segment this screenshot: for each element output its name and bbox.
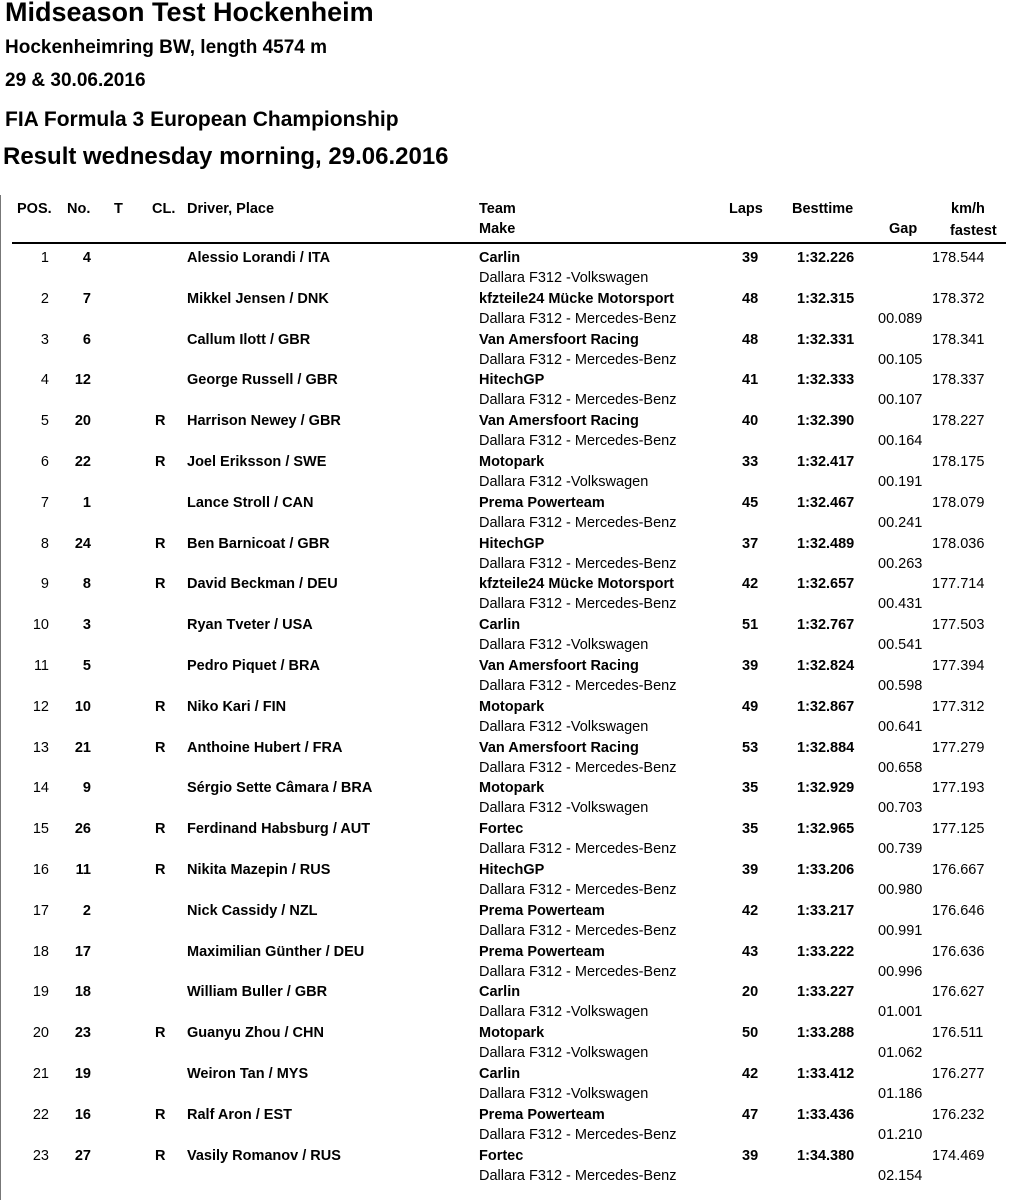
team-name: Prema Powerteam bbox=[479, 943, 605, 960]
car-make: Dallara F312 -Volkswagen bbox=[479, 637, 649, 654]
laps-count: 42 bbox=[742, 576, 759, 593]
car-make: Dallara F312 - Mercedes-Benz bbox=[479, 677, 677, 694]
best-time: 1:33.217 bbox=[797, 902, 855, 919]
car-make: Dallara F312 -Volkswagen bbox=[479, 1045, 649, 1062]
table-row bbox=[0, 944, 1028, 985]
class-rookie: R bbox=[155, 861, 166, 878]
driver-name: Nikita Mazepin / RUS bbox=[187, 861, 331, 878]
position: 6 bbox=[40, 453, 49, 470]
driver-name: William Buller / GBR bbox=[187, 984, 328, 1001]
speed-kmh: 176.232 bbox=[932, 1106, 985, 1123]
position: 22 bbox=[32, 1106, 49, 1123]
table-row bbox=[0, 740, 1028, 781]
team-name: kfzteile24 Mücke Motorsport bbox=[479, 576, 674, 593]
best-time: 1:32.824 bbox=[797, 657, 855, 674]
position: 13 bbox=[32, 739, 49, 756]
best-time: 1:33.227 bbox=[797, 984, 855, 1001]
position: 16 bbox=[32, 861, 49, 878]
team-name: Van Amersfoort Racing bbox=[479, 657, 639, 674]
col-header-cl: CL. bbox=[152, 201, 176, 217]
driver-name: Niko Kari / FIN bbox=[187, 698, 287, 715]
speed-kmh: 177.394 bbox=[932, 657, 985, 674]
gap-to-leader: 00.598 bbox=[878, 677, 923, 694]
table-row bbox=[0, 658, 1028, 699]
best-time: 1:34.380 bbox=[797, 1147, 855, 1164]
car-make: Dallara F312 - Mercedes-Benz bbox=[479, 1126, 677, 1143]
table-row bbox=[0, 699, 1028, 740]
table-row bbox=[0, 536, 1028, 577]
position: 7 bbox=[40, 494, 49, 511]
document-title: Midseason Test Hockenheim bbox=[5, 0, 374, 27]
table-row bbox=[0, 903, 1028, 944]
car-number: 24 bbox=[74, 535, 91, 552]
driver-name: Ryan Tveter / USA bbox=[187, 617, 313, 634]
laps-count: 41 bbox=[742, 372, 759, 389]
position: 2 bbox=[40, 290, 49, 307]
position: 12 bbox=[32, 698, 49, 715]
driver-name: Ferdinand Habsburg / AUT bbox=[187, 821, 371, 838]
driver-name: Weiron Tan / MYS bbox=[187, 1065, 309, 1082]
car-make: Dallara F312 - Mercedes-Benz bbox=[479, 310, 677, 327]
laps-count: 42 bbox=[742, 902, 759, 919]
table-row bbox=[0, 984, 1028, 1025]
gap-to-leader: 00.191 bbox=[878, 473, 923, 490]
col-header-pos: POS. bbox=[17, 201, 52, 217]
best-time: 1:32.867 bbox=[797, 698, 855, 715]
team-name: Motopark bbox=[479, 698, 545, 715]
col-header-kmh: km/h bbox=[951, 201, 985, 217]
best-time: 1:32.226 bbox=[797, 250, 855, 266]
table-row bbox=[0, 372, 1028, 413]
best-time: 1:32.333 bbox=[797, 372, 855, 389]
car-number: 22 bbox=[74, 453, 91, 470]
laps-count: 53 bbox=[742, 739, 759, 756]
car-number: 27 bbox=[74, 1147, 91, 1164]
table-row bbox=[0, 617, 1028, 658]
best-time: 1:32.929 bbox=[797, 780, 855, 797]
laps-count: 50 bbox=[742, 1025, 759, 1042]
position: 17 bbox=[32, 902, 49, 919]
circuit-info: Hockenheimring BW, length 4574 m bbox=[5, 37, 328, 58]
car-number: 6 bbox=[82, 331, 91, 348]
car-number: 2 bbox=[82, 902, 91, 919]
gap-to-leader: 00.164 bbox=[878, 433, 923, 450]
driver-name: Joel Eriksson / SWE bbox=[187, 453, 327, 470]
best-time: 1:32.417 bbox=[797, 453, 855, 470]
team-name: Motopark bbox=[479, 453, 545, 470]
speed-kmh: 178.544 bbox=[932, 250, 985, 266]
team-name: Fortec bbox=[479, 1147, 524, 1164]
car-number: 4 bbox=[82, 250, 91, 266]
best-time: 1:33.436 bbox=[797, 1106, 855, 1123]
speed-kmh: 177.714 bbox=[932, 576, 985, 593]
car-make: Dallara F312 - Mercedes-Benz bbox=[479, 922, 677, 939]
car-number: 23 bbox=[74, 1025, 91, 1042]
position: 21 bbox=[32, 1065, 49, 1082]
table-row bbox=[0, 1148, 1028, 1189]
table-row bbox=[0, 862, 1028, 903]
speed-kmh: 177.312 bbox=[932, 698, 985, 715]
speed-kmh: 176.277 bbox=[932, 1065, 985, 1082]
laps-count: 39 bbox=[742, 250, 759, 266]
laps-count: 39 bbox=[742, 861, 759, 878]
team-name: Van Amersfoort Racing bbox=[479, 413, 639, 430]
gap-to-leader: 00.996 bbox=[878, 963, 923, 980]
speed-kmh: 177.193 bbox=[932, 780, 985, 797]
team-name: HitechGP bbox=[479, 535, 545, 552]
car-make: Dallara F312 - Mercedes-Benz bbox=[479, 392, 677, 409]
table-row bbox=[0, 780, 1028, 821]
car-number: 8 bbox=[82, 576, 91, 593]
results-table-body bbox=[0, 250, 1028, 1188]
position: 20 bbox=[32, 1025, 49, 1042]
gap-to-leader: 00.107 bbox=[878, 392, 923, 409]
col-header-team: Team bbox=[479, 201, 516, 217]
car-make: Dallara F312 - Mercedes-Benz bbox=[479, 514, 677, 531]
position: 15 bbox=[32, 821, 49, 838]
best-time: 1:32.965 bbox=[797, 821, 855, 838]
speed-kmh: 177.279 bbox=[932, 739, 985, 756]
table-row bbox=[0, 495, 1028, 536]
speed-kmh: 178.036 bbox=[932, 535, 985, 552]
car-make: Dallara F312 - Mercedes-Benz bbox=[479, 759, 677, 776]
car-number: 18 bbox=[74, 984, 91, 1001]
speed-kmh: 177.503 bbox=[932, 617, 985, 634]
driver-name: Ben Barnicoat / GBR bbox=[187, 535, 330, 552]
speed-kmh: 178.175 bbox=[932, 453, 985, 470]
position: 5 bbox=[40, 413, 49, 430]
col-header-fastest: fastest bbox=[950, 223, 997, 239]
gap-to-leader: 00.739 bbox=[878, 841, 923, 858]
position: 18 bbox=[32, 943, 49, 960]
driver-name: David Beckman / DEU bbox=[187, 576, 338, 593]
best-time: 1:32.884 bbox=[797, 739, 855, 756]
car-number: 11 bbox=[75, 861, 91, 878]
driver-name: Maximilian Günther / DEU bbox=[187, 943, 365, 960]
gap-to-leader: 01.186 bbox=[878, 1085, 923, 1102]
position: 3 bbox=[40, 331, 49, 348]
laps-count: 39 bbox=[742, 1147, 759, 1164]
position: 1 bbox=[40, 250, 49, 266]
driver-name: Callum Ilott / GBR bbox=[187, 331, 311, 348]
car-number: 3 bbox=[82, 617, 91, 634]
speed-kmh: 178.372 bbox=[932, 290, 985, 307]
gap-to-leader: 01.062 bbox=[878, 1045, 923, 1062]
car-make: Dallara F312 - Mercedes-Benz bbox=[479, 841, 677, 858]
driver-name: Nick Cassidy / NZL bbox=[187, 902, 318, 919]
table-row bbox=[0, 454, 1028, 495]
team-name: Van Amersfoort Racing bbox=[479, 739, 639, 756]
laps-count: 40 bbox=[742, 413, 759, 430]
position: 4 bbox=[40, 372, 49, 389]
driver-name: Lance Stroll / CAN bbox=[187, 494, 314, 511]
driver-name: Alessio Lorandi / ITA bbox=[187, 250, 331, 266]
gap-to-leader: 00.991 bbox=[878, 922, 923, 939]
car-make: Dallara F312 - Mercedes-Benz bbox=[479, 596, 677, 613]
car-make: Dallara F312 -Volkswagen bbox=[479, 473, 649, 490]
laps-count: 33 bbox=[742, 453, 759, 470]
driver-name: Vasily Romanov / RUS bbox=[187, 1147, 341, 1164]
laps-count: 48 bbox=[742, 331, 759, 348]
gap-to-leader: 00.105 bbox=[878, 351, 923, 368]
col-header-make: Make bbox=[479, 221, 516, 237]
car-number: 21 bbox=[74, 739, 91, 756]
driver-name: George Russell / GBR bbox=[187, 372, 338, 389]
team-name: HitechGP bbox=[479, 861, 545, 878]
gap-to-leader: 00.980 bbox=[878, 881, 923, 898]
gap-to-leader: 00.089 bbox=[878, 310, 923, 327]
team-name: Prema Powerteam bbox=[479, 494, 605, 511]
gap-to-leader: 02.154 bbox=[878, 1167, 923, 1184]
team-name: Prema Powerteam bbox=[479, 1106, 605, 1123]
gap-to-leader: 00.241 bbox=[878, 514, 923, 531]
laps-count: 20 bbox=[742, 984, 759, 1001]
team-name: Motopark bbox=[479, 780, 545, 797]
table-row bbox=[0, 413, 1028, 454]
car-make: Dallara F312 - Mercedes-Benz bbox=[479, 963, 677, 980]
car-make: Dallara F312 - Mercedes-Benz bbox=[479, 881, 677, 898]
gap-to-leader: 01.210 bbox=[878, 1126, 923, 1143]
laps-count: 43 bbox=[742, 943, 759, 960]
gap-to-leader: 00.658 bbox=[878, 759, 923, 776]
position: 11 bbox=[33, 657, 49, 674]
laps-count: 47 bbox=[742, 1106, 759, 1123]
table-row bbox=[0, 1066, 1028, 1107]
laps-count: 49 bbox=[742, 698, 759, 715]
position: 10 bbox=[32, 617, 49, 634]
table-row bbox=[0, 821, 1028, 862]
driver-name: Guanyu Zhou / CHN bbox=[187, 1025, 324, 1042]
car-make: Dallara F312 -Volkswagen bbox=[479, 270, 649, 286]
speed-kmh: 176.511 bbox=[932, 1025, 984, 1042]
speed-kmh: 178.341 bbox=[932, 331, 985, 348]
driver-name: Anthoine Hubert / FRA bbox=[187, 739, 343, 756]
team-name: Carlin bbox=[479, 250, 521, 266]
car-number: 26 bbox=[74, 821, 91, 838]
car-make: Dallara F312 -Volkswagen bbox=[479, 1004, 649, 1021]
position: 23 bbox=[32, 1147, 49, 1164]
best-time: 1:32.331 bbox=[797, 331, 855, 348]
speed-kmh: 178.337 bbox=[932, 372, 985, 389]
best-time: 1:32.489 bbox=[797, 535, 855, 552]
event-dates: 29 & 30.06.2016 bbox=[5, 70, 146, 91]
class-rookie: R bbox=[155, 453, 166, 470]
table-row bbox=[0, 291, 1028, 332]
laps-count: 39 bbox=[742, 657, 759, 674]
driver-name: Ralf Aron / EST bbox=[187, 1106, 292, 1123]
best-time: 1:32.390 bbox=[797, 413, 855, 430]
team-name: Carlin bbox=[479, 984, 521, 1001]
laps-count: 45 bbox=[742, 494, 759, 511]
team-name: Fortec bbox=[479, 821, 524, 838]
speed-kmh: 178.227 bbox=[932, 413, 985, 430]
car-make: Dallara F312 - Mercedes-Benz bbox=[479, 351, 677, 368]
speed-kmh: 176.627 bbox=[932, 984, 985, 1001]
team-name: Carlin bbox=[479, 617, 521, 634]
car-number: 1 bbox=[82, 494, 91, 511]
car-number: 5 bbox=[82, 657, 91, 674]
car-make: Dallara F312 - Mercedes-Benz bbox=[479, 555, 677, 572]
best-time: 1:32.657 bbox=[797, 576, 855, 593]
class-rookie: R bbox=[155, 821, 166, 838]
col-header-driver: Driver, Place bbox=[187, 201, 275, 217]
driver-name: Pedro Piquet / BRA bbox=[187, 657, 320, 674]
car-number: 12 bbox=[74, 372, 91, 389]
class-rookie: R bbox=[155, 535, 166, 552]
team-name: Carlin bbox=[479, 1065, 521, 1082]
session-title: Result wednesday morning, 29.06.2016 bbox=[3, 143, 449, 170]
table-row bbox=[0, 1107, 1028, 1148]
col-header-no: No. bbox=[67, 201, 91, 217]
position: 19 bbox=[32, 984, 49, 1001]
car-number: 9 bbox=[82, 780, 91, 797]
laps-count: 37 bbox=[742, 535, 759, 552]
best-time: 1:33.206 bbox=[797, 861, 855, 878]
class-rookie: R bbox=[155, 1147, 166, 1164]
driver-name: Sérgio Sette Câmara / BRA bbox=[187, 780, 373, 797]
team-name: Prema Powerteam bbox=[479, 902, 605, 919]
table-row bbox=[0, 250, 1028, 291]
speed-kmh: 174.469 bbox=[932, 1147, 985, 1164]
car-number: 16 bbox=[74, 1106, 91, 1123]
table-row bbox=[0, 576, 1028, 617]
table-row bbox=[0, 332, 1028, 373]
championship-name: FIA Formula 3 European Championship bbox=[5, 108, 399, 131]
best-time: 1:33.412 bbox=[797, 1065, 855, 1082]
laps-count: 42 bbox=[742, 1065, 759, 1082]
position: 9 bbox=[40, 576, 49, 593]
team-name: Van Amersfoort Racing bbox=[479, 331, 639, 348]
col-header-gap: Gap bbox=[889, 221, 918, 237]
driver-name: Harrison Newey / GBR bbox=[187, 413, 341, 430]
speed-kmh: 177.125 bbox=[932, 821, 985, 838]
class-rookie: R bbox=[155, 413, 166, 430]
car-make: Dallara F312 -Volkswagen bbox=[479, 718, 649, 735]
class-rookie: R bbox=[155, 576, 166, 593]
speed-kmh: 176.646 bbox=[932, 902, 985, 919]
driver-name: Mikkel Jensen / DNK bbox=[187, 290, 329, 307]
car-number: 17 bbox=[74, 943, 91, 960]
team-name: kfzteile24 Mücke Motorsport bbox=[479, 290, 674, 307]
gap-to-leader: 00.641 bbox=[878, 718, 923, 735]
class-rookie: R bbox=[155, 698, 166, 715]
best-time: 1:32.467 bbox=[797, 494, 855, 511]
car-make: Dallara F312 -Volkswagen bbox=[479, 1085, 649, 1102]
class-rookie: R bbox=[155, 1025, 166, 1042]
laps-count: 48 bbox=[742, 290, 759, 307]
gap-to-leader: 00.703 bbox=[878, 800, 923, 817]
gap-to-leader: 00.263 bbox=[878, 555, 923, 572]
best-time: 1:32.767 bbox=[797, 617, 855, 634]
col-header-laps: Laps bbox=[729, 201, 763, 217]
speed-kmh: 178.079 bbox=[932, 494, 985, 511]
speed-kmh: 176.667 bbox=[932, 861, 985, 878]
laps-count: 51 bbox=[742, 617, 759, 634]
car-make: Dallara F312 -Volkswagen bbox=[479, 800, 649, 817]
team-name: Motopark bbox=[479, 1025, 545, 1042]
best-time: 1:33.288 bbox=[797, 1025, 855, 1042]
col-header-t: T bbox=[114, 201, 123, 217]
gap-to-leader: 01.001 bbox=[878, 1004, 923, 1021]
table-row bbox=[0, 1025, 1028, 1066]
position: 8 bbox=[40, 535, 49, 552]
car-number: 7 bbox=[82, 290, 91, 307]
best-time: 1:33.222 bbox=[797, 943, 855, 960]
gap-to-leader: 00.541 bbox=[878, 637, 923, 654]
laps-count: 35 bbox=[742, 780, 759, 797]
speed-kmh: 176.636 bbox=[932, 943, 985, 960]
car-number: 10 bbox=[74, 698, 91, 715]
laps-count: 35 bbox=[742, 821, 759, 838]
class-rookie: R bbox=[155, 1106, 166, 1123]
best-time: 1:32.315 bbox=[797, 290, 855, 307]
position: 14 bbox=[32, 780, 49, 797]
gap-to-leader: 00.431 bbox=[878, 596, 923, 613]
class-rookie: R bbox=[155, 739, 166, 756]
car-make: Dallara F312 - Mercedes-Benz bbox=[479, 433, 677, 450]
car-make: Dallara F312 - Mercedes-Benz bbox=[479, 1167, 677, 1184]
team-name: HitechGP bbox=[479, 372, 545, 389]
car-number: 20 bbox=[74, 413, 91, 430]
col-header-besttime: Besttime bbox=[792, 201, 854, 217]
car-number: 19 bbox=[74, 1065, 91, 1082]
header-divider bbox=[12, 242, 1006, 244]
